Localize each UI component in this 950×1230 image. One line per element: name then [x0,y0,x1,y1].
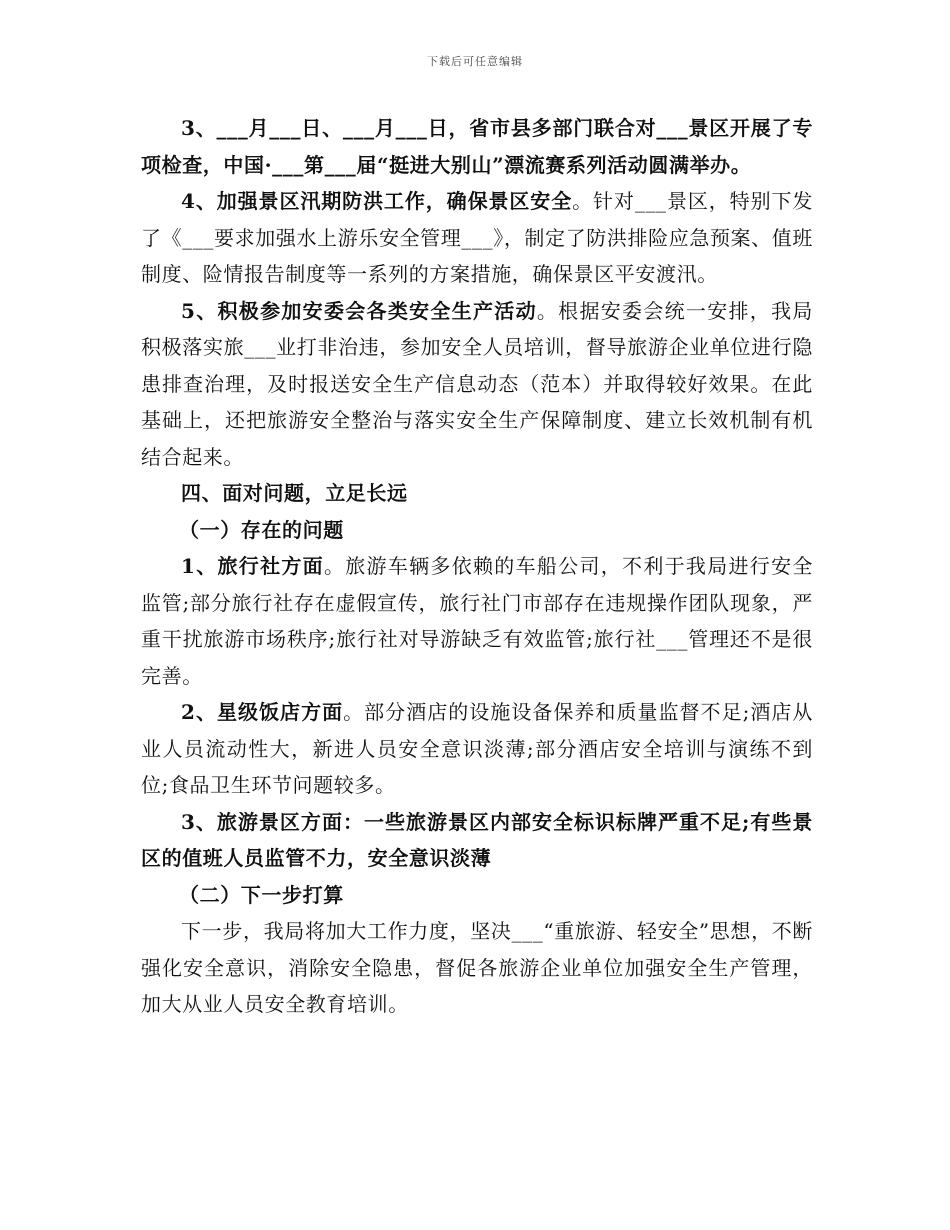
item-1 [141,548,813,694]
document-body [141,110,813,1023]
item-2-text: 。部分酒店的设施设备保养和质量监督不足;酒店从业人员流动性大，新进人员安全意识淡薄;部分酒店安全培训与演练不到位;食品卫生环节问题较多。 [141,700,814,797]
paragraph-4-text: 。针对___景区，特别下发了《___要求加强水上游乐安全管理___》，制定了防洪排险应急预案、值班制度、险情报告制度等一系列的方案措施，确保景区平安渡汛。 [141,189,813,286]
item-2-lead: 2、星级饭店方面 [181,700,344,724]
paragraph-4 [141,183,813,293]
paragraph-5-text: 。根据安委会统一安排，我局积极落实旅___业打非治违，参加安全人员培训，督导旅游企业单位进行隐患排查治理，及时报送安全生产信息动态（范本）并取得较好效果。在此基础上，还把旅游安全整治与落实安全生产保障制度、建立长效机制有机结合起来。 [141,298,813,469]
item-2 [141,694,813,804]
item-1-lead: 1、旅行社方面 [181,554,324,578]
section-4-heading: 四、面对问题，立足长远 [181,481,408,505]
paragraph-3: 3、___月___日、___月___日，省市县多部门联合对___景区开展了专项检查，中国·___第___届“挺进大别山”漂流赛系列活动圆满举办。 [141,116,813,177]
paragraph-5-lead: 5、积极参加安委会各类安全生产活动 [181,298,537,323]
header-note: 下载后可任意编辑 [427,55,523,68]
item-1-text: 。旅游车辆多依赖的车船公司，不利于我局进行安全监管;部分旅行社存在虚假宣传，旅行社门市部存在违规操作团队现象，严重干扰旅游市场秩序;旅行社对导游缺乏有效监管;旅行社___管理还不是很完善。 [141,554,813,688]
next-step-paragraph: 下一步，我局将加大工作力度，坚决___“重旅游、轻安全”思想，不断强化安全意识，消除安全隐患，督促各旅游企业单位加强安全生产管理，加大从业人员安全教育培训。 [141,919,813,1016]
paragraph-4-lead: 4、加强景区汛期防洪工作，确保景区安全 [181,189,573,213]
item-3: 3、旅游景区方面：一些旅游景区内部安全标识标牌严重不足;有些景区的值班人员监管不力，安全意识淡薄 [141,809,813,870]
paragraph-5 [141,293,813,476]
subsection-2-heading: （二）下一步打算 [179,882,344,907]
subsection-1-heading: （一）存在的问题 [179,517,344,542]
